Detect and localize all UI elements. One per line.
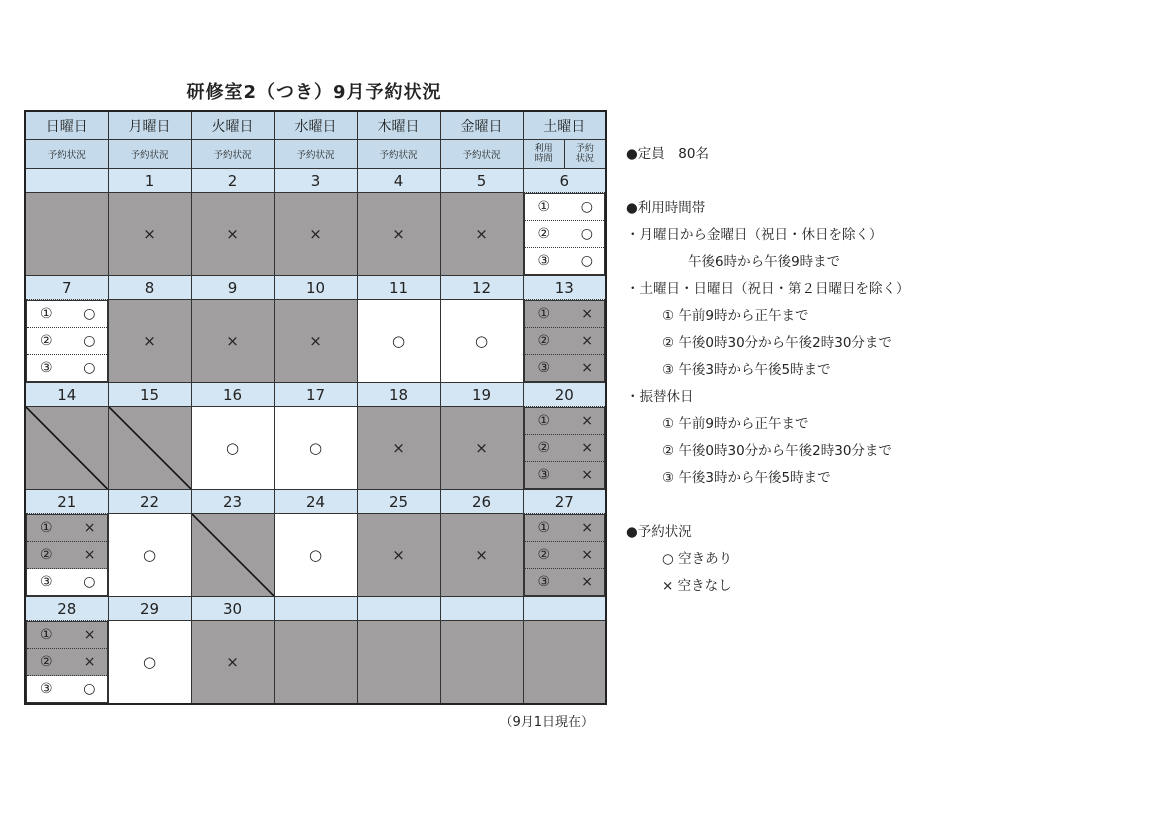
time-slot-row: [525, 462, 605, 488]
status-mark: ×: [309, 332, 322, 350]
time-slot-row: [525, 569, 605, 595]
slot-number: ③: [40, 574, 53, 590]
time-slot-row: [27, 676, 107, 702]
day-cell-empty: [523, 621, 606, 705]
date-label: 17: [274, 383, 357, 407]
slot-number: ②: [537, 226, 551, 242]
day-cell-full: [191, 621, 274, 705]
slot-number: ②: [40, 333, 53, 349]
status-label: 予約 状況: [575, 144, 594, 164]
date-label: 3: [274, 169, 357, 193]
day-cell-available: [357, 300, 440, 383]
slot-status-mark: ×: [581, 574, 593, 590]
slot-status-mark: ○: [580, 199, 593, 215]
day-cell-slots: [524, 193, 606, 275]
slot-number: ③: [537, 574, 551, 590]
slot-number: ①: [40, 520, 53, 536]
day-cell-slots: [26, 300, 108, 382]
as-of-date: （9月1日現在）: [499, 715, 594, 730]
day-cell-slots: [524, 514, 606, 596]
slot-number: ①: [40, 306, 53, 322]
weekday-header-wed: 水曜日: [274, 111, 357, 140]
slot-status-mark: ○: [580, 253, 593, 269]
info-line: ① 午前9時から正午まで: [662, 416, 809, 432]
time-slot-row: [27, 569, 107, 595]
status-mark: ×: [475, 225, 488, 243]
day-cell-closed: [108, 407, 191, 490]
time-slot-label: 利用 時間: [524, 140, 565, 168]
time-slot-row: [525, 301, 605, 328]
closed-diagonal: [109, 407, 191, 489]
date-label: 23: [191, 490, 274, 514]
slot-number: ②: [537, 333, 551, 349]
date-label: 25: [357, 490, 440, 514]
slot-status-mark: ×: [581, 413, 593, 429]
page-title: 研修室2（つき）9月予約状況: [186, 82, 442, 103]
date-label: 7: [25, 276, 108, 300]
day-cell-full: [274, 193, 357, 276]
date-label: 5: [440, 169, 523, 193]
date-label: 12: [440, 276, 523, 300]
date-label: 20: [523, 383, 606, 407]
day-cell-full: [274, 300, 357, 383]
time-slot-row: [525, 355, 605, 381]
slot-status-mark: ○: [83, 360, 96, 376]
weekday-header-tue: 火曜日: [191, 111, 274, 140]
info-line: ・振替休日: [626, 389, 694, 405]
status-mark: ○: [474, 332, 489, 350]
weekday-header-fri: 金曜日: [440, 111, 523, 140]
slot-number: ②: [40, 547, 53, 563]
info-line: ② 午後0時30分から午後2時30分まで: [662, 443, 892, 459]
date-label: 13: [523, 276, 606, 300]
weekday-header-sat: 土曜日: [523, 111, 606, 140]
day-cell-slots: [26, 621, 108, 703]
day-cell-full: [440, 407, 523, 490]
slot-number: ②: [537, 440, 551, 456]
time-slot-row: [525, 435, 605, 462]
spacer: [626, 492, 910, 519]
slot-status-mark: ×: [581, 520, 593, 536]
slot-status-mark: ×: [83, 520, 96, 536]
info-line: ③ 午後3時から午後5時まで: [662, 362, 831, 378]
status-mark: ×: [392, 439, 405, 457]
date-label: 10: [274, 276, 357, 300]
slot-status-mark: ○: [83, 574, 96, 590]
slot-number: ②: [40, 654, 53, 670]
date-label: 27: [523, 490, 606, 514]
info-line: ・土曜日・日曜日（祝日・第２日曜日を除く）: [626, 281, 910, 297]
date-label: 21: [25, 490, 108, 514]
day-cell-available: [191, 407, 274, 490]
status-mark: ×: [143, 332, 156, 350]
day-cell-closed: [25, 407, 108, 490]
time-slot-row: [27, 542, 107, 569]
slot-number: ①: [537, 520, 551, 536]
time-slot-row: [525, 542, 605, 569]
info-line: ① 午前9時から正午まで: [662, 308, 809, 324]
slot-status-mark: ×: [581, 547, 593, 563]
day-cell-empty: [25, 193, 108, 276]
day-cell-full: [191, 300, 274, 383]
day-cell-full: [357, 193, 440, 276]
status-subheader: 予約状況: [357, 140, 440, 169]
status-mark: ×: [475, 439, 488, 457]
time-slot-row: [525, 515, 605, 542]
day-cell-full: [108, 300, 191, 383]
time-slot-row: [27, 515, 107, 542]
status-subheader: 予約状況: [274, 140, 357, 169]
slot-number: ③: [537, 253, 551, 269]
slot-status-mark: ×: [83, 654, 96, 670]
status-mark: ○: [142, 653, 157, 671]
day-cell-closed: [191, 514, 274, 597]
slot-status-mark: ×: [83, 547, 96, 563]
slot-number: ①: [537, 413, 551, 429]
weekday-header-mon: 月曜日: [108, 111, 191, 140]
slot-status-mark: ×: [581, 360, 593, 376]
day-cell-empty: [357, 621, 440, 705]
weekday-header-thu: 木曜日: [357, 111, 440, 140]
day-cell-available: [274, 407, 357, 490]
day-cell-available: [440, 300, 523, 383]
day-cell-empty: [274, 621, 357, 705]
date-label: 8: [108, 276, 191, 300]
date-label: [523, 597, 606, 621]
day-cell-available: [108, 621, 191, 705]
slot-number: ③: [537, 360, 551, 376]
date-label: 16: [191, 383, 274, 407]
status-mark: ×: [226, 225, 239, 243]
time-slot-row: [27, 355, 107, 381]
slot-number: ③: [40, 681, 53, 697]
status-mark: ×: [143, 225, 156, 243]
date-label: 6: [523, 169, 606, 193]
day-cell-slots: [524, 300, 606, 382]
day-cell-full: [440, 193, 523, 276]
time-slot-row: [525, 328, 605, 355]
status-subheader: 予約状況: [108, 140, 191, 169]
status-mark: ○: [391, 332, 406, 350]
slot-number: ②: [537, 547, 551, 563]
date-label: 15: [108, 383, 191, 407]
time-slot-row: [27, 622, 107, 649]
slot-status-mark: ×: [581, 306, 593, 322]
status-mark: ×: [226, 653, 239, 671]
slot-status-mark: ×: [581, 333, 593, 349]
day-cell-full: [108, 193, 191, 276]
slot-number: ①: [537, 306, 551, 322]
status-mark: ○: [308, 546, 323, 564]
status-mark: ○: [308, 439, 323, 457]
slot-status-mark: ○: [580, 226, 593, 242]
slot-number: ③: [40, 360, 53, 376]
info-line: ② 午後0時30分から午後2時30分まで: [662, 335, 892, 351]
reservation-calendar: [24, 110, 607, 705]
day-cell-available: [108, 514, 191, 597]
date-label: 2: [191, 169, 274, 193]
status-mark: ×: [309, 225, 322, 243]
time-slot-row: [525, 408, 605, 435]
day-cell-full: [440, 514, 523, 597]
status-subheader: 予約状況: [191, 140, 274, 169]
date-label: 24: [274, 490, 357, 514]
slot-number: ③: [537, 467, 551, 483]
info-line: × 空きなし: [662, 578, 732, 594]
day-cell-available: [274, 514, 357, 597]
slot-status-mark: ×: [581, 467, 593, 483]
info-line: 午後6時から午後9時まで: [688, 254, 841, 270]
closed-diagonal: [192, 514, 274, 596]
date-label: [274, 597, 357, 621]
info-line: ●定員 80名: [626, 146, 709, 162]
slot-status-mark: ○: [83, 681, 96, 697]
date-label: 22: [108, 490, 191, 514]
time-slot-row: [525, 221, 605, 248]
date-label: 14: [25, 383, 108, 407]
time-slot-row: [27, 649, 107, 676]
day-cell-full: [357, 407, 440, 490]
date-label: 26: [440, 490, 523, 514]
date-label: 4: [357, 169, 440, 193]
date-label: 1: [108, 169, 191, 193]
date-label: 28: [25, 597, 108, 621]
slot-status-mark: ×: [83, 627, 96, 643]
date-label: 30: [191, 597, 274, 621]
date-label: 18: [357, 383, 440, 407]
date-label: 19: [440, 383, 523, 407]
day-cell-full: [357, 514, 440, 597]
date-label: 29: [108, 597, 191, 621]
closed-diagonal: [26, 407, 108, 489]
info-panel: [626, 141, 910, 600]
info-line: ●予約状況: [626, 524, 692, 540]
date-label: 9: [191, 276, 274, 300]
time-slot-row: [27, 301, 107, 328]
spacer: [626, 168, 910, 195]
slot-number: ①: [40, 627, 53, 643]
status-mark: ×: [226, 332, 239, 350]
day-cell-slots: [524, 407, 606, 489]
status-subheader: 予約状況: [25, 140, 108, 169]
date-label: [25, 169, 108, 193]
status-subheader: 予約状況: [440, 140, 523, 169]
date-label: 11: [357, 276, 440, 300]
saturday-subheader: [523, 140, 606, 169]
info-line: ○ 空きあり: [662, 551, 733, 567]
status-mark: ○: [225, 439, 240, 457]
slot-status-mark: ○: [83, 333, 96, 349]
time-slot-row: [27, 328, 107, 355]
slot-status-mark: ○: [83, 306, 96, 322]
day-cell-slots: [26, 514, 108, 596]
status-mark: ×: [392, 546, 405, 564]
info-line: ・月曜日から金曜日（祝日・休日を除く）: [626, 227, 883, 243]
status-mark: ×: [475, 546, 488, 564]
time-slot-row: [525, 248, 605, 274]
slot-status-mark: ×: [581, 440, 593, 456]
date-label: [357, 597, 440, 621]
date-label: [440, 597, 523, 621]
info-line: ●利用時間帯: [626, 200, 706, 216]
info-line: ③ 午後3時から午後5時まで: [662, 470, 831, 486]
status-mark: ○: [142, 546, 157, 564]
weekday-header-sun: 日曜日: [25, 111, 108, 140]
time-slot-row: [525, 194, 605, 221]
day-cell-full: [191, 193, 274, 276]
day-cell-empty: [440, 621, 523, 705]
slot-number: ①: [537, 199, 551, 215]
status-mark: ×: [392, 225, 405, 243]
